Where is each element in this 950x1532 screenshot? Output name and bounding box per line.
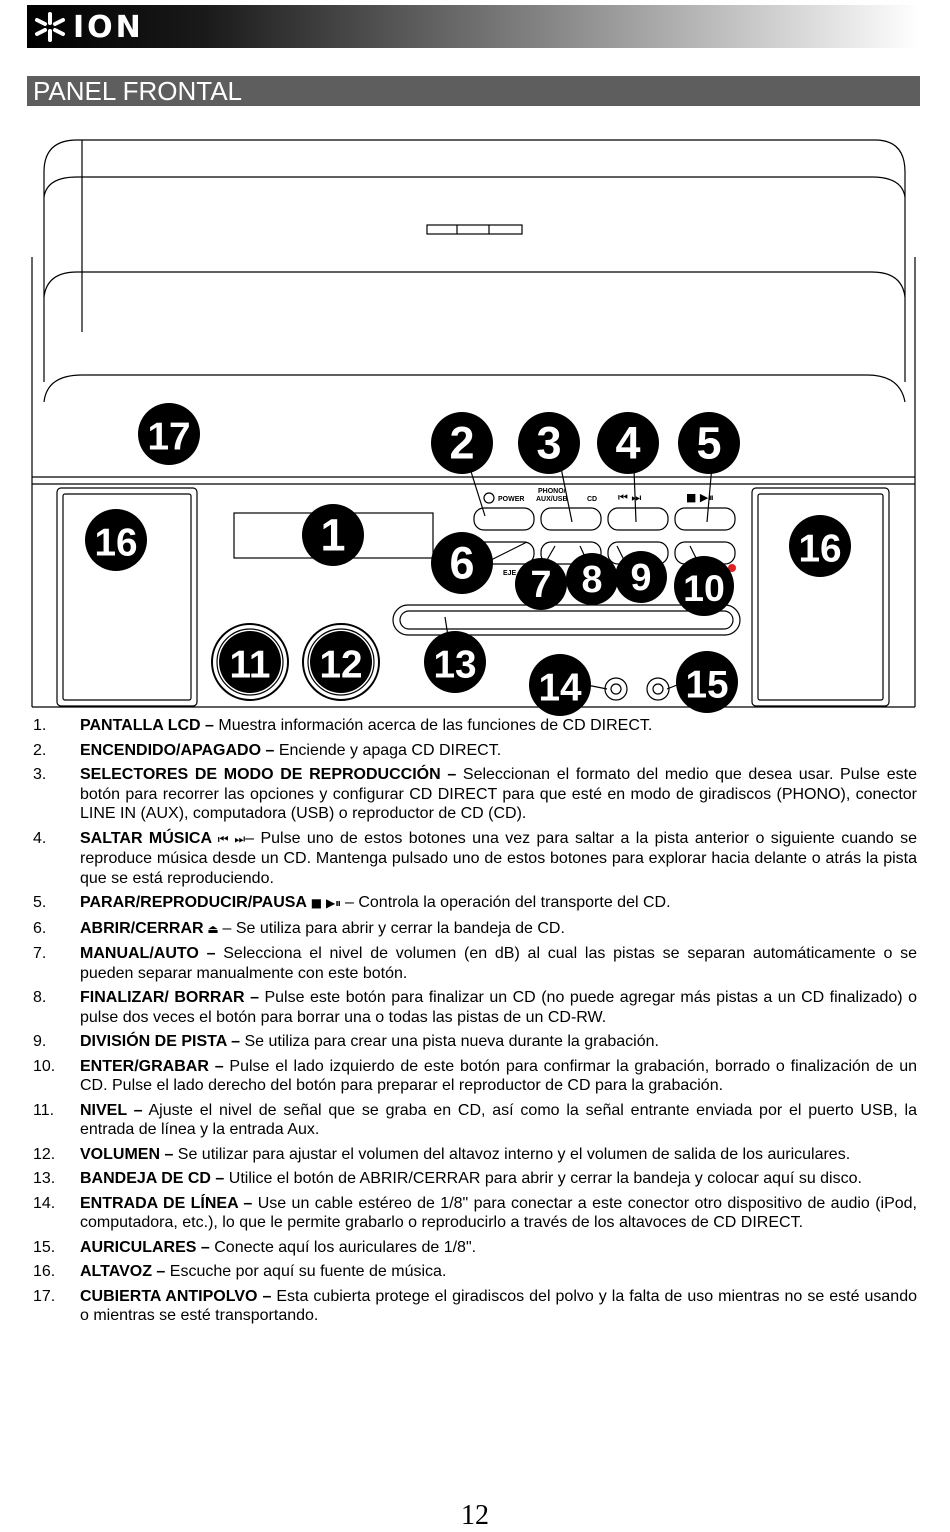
headphone-jack <box>647 678 669 700</box>
callout-number: 1 <box>320 509 346 561</box>
item-number: 6. <box>33 919 47 937</box>
item-body <box>80 1032 917 1052</box>
item-description: Pulse el lado izquierdo de este botón para confirmar la grabación, borrado o finalización de un CD. Pulse el lado derecho del botón para preparar el reproductor de CD para la grabación. <box>80 1057 918 1094</box>
item-number: 1. <box>33 717 47 734</box>
aux-usb-label: AUX/USB <box>536 496 568 503</box>
list-item <box>33 829 917 889</box>
line-in-jack <box>605 678 627 700</box>
list-item <box>33 988 917 1027</box>
item-symbol-icon: ■ ▶⏸ <box>306 896 345 910</box>
brand-logo <box>33 9 144 45</box>
item-term: ENTRADA DE LÍNEA – <box>80 1194 253 1212</box>
callout-number: 12 <box>319 643 363 687</box>
item-number: 14. <box>33 1194 56 1212</box>
item-number: 4. <box>33 829 47 847</box>
item-term: ALTAVOZ – <box>80 1263 166 1280</box>
item-number: 5. <box>33 894 47 911</box>
item-description: Utilice el botón de ABRIR/CERRAR para abrir y cerrar la bandeja y colocar aquí su disco. <box>224 1170 862 1187</box>
item-term: PARAR/REPRODUCIR/PAUSA <box>80 894 307 911</box>
item-term: AURICULARES – <box>80 1238 210 1256</box>
item-term: PANTALLA LCD – <box>80 717 214 734</box>
phono-label: PHONO/ <box>538 488 566 495</box>
item-number: 11. <box>33 1101 55 1119</box>
list-item <box>33 1287 917 1326</box>
item-term: ENTER/GRABAR – <box>80 1057 224 1075</box>
callout-number: 6 <box>449 537 475 589</box>
ion-star-icon <box>33 10 67 44</box>
dust-cover <box>44 140 905 382</box>
item-body <box>80 944 917 983</box>
lid-latch <box>427 225 522 234</box>
callout-number: 2 <box>449 417 475 469</box>
item-number: 15. <box>33 1238 56 1256</box>
callout-1 <box>302 504 364 566</box>
item-term: SELECTORES DE MODO DE REPRODUCCIÓN – <box>80 766 457 783</box>
item-description: Enciende y apaga CD DIRECT. <box>274 741 502 759</box>
item-description: Se utilizar para ajustar el volumen del altavoz interno y el volumen de salida de los auriculares. <box>173 1145 851 1163</box>
callout-5 <box>678 412 740 474</box>
item-description: Seleccionan el formato del medio que desea usar. Pulse este botón para recorrer las opciones y configurar CD DIRECT para que esté en modo de giradiscos (PHONO), conector LINE IN (AUX), computadora (USB) o reproductor de CD (CD). <box>80 766 917 822</box>
list-item <box>33 944 917 983</box>
list-item <box>33 919 917 940</box>
callout-number: 3 <box>536 417 562 469</box>
item-description: Selecciona el nivel de volumen (en dB) al cual las pistas se separan automáticamente o se pueden separar manualmente con este botón. <box>80 945 918 982</box>
item-body <box>80 716 917 736</box>
front-panel-diagram <box>27 132 920 717</box>
item-term: ABRIR/CERRAR <box>80 919 204 937</box>
item-body <box>80 1238 917 1258</box>
callout-16 <box>789 515 851 577</box>
item-body <box>80 1057 917 1096</box>
item-description: Pulse este botón para finalizar un CD (no puede agregar más pistas a un CD finalizado) o pulse dos veces el botón para borrar una o todas las pistas de un CD-RW. <box>80 989 917 1026</box>
callout-4 <box>597 412 659 474</box>
list-item <box>33 1101 917 1140</box>
callout-number: 11 <box>229 643 271 687</box>
list-item <box>33 1169 917 1189</box>
item-number: 2. <box>33 741 47 759</box>
item-body <box>80 1262 917 1282</box>
item-term: ENCENDIDO/APAGADO – <box>80 741 275 759</box>
callout-number: 4 <box>615 417 641 469</box>
callout-11 <box>219 631 281 693</box>
callout-8 <box>566 553 618 605</box>
item-body <box>80 829 917 889</box>
item-term: NIVEL – <box>80 1101 143 1119</box>
list-item <box>33 1262 917 1282</box>
item-body <box>80 1287 917 1326</box>
item-description: Escuche por aquí su fuente de música. <box>165 1263 447 1280</box>
item-description: Esta cubierta protege el giradiscos del polvo y la falta de uso mientras no se esté usando o mientras se esté transportando. <box>80 1287 917 1324</box>
item-body <box>80 1169 917 1189</box>
list-item <box>33 1032 917 1052</box>
item-description: – Controla la operación del transporte del CD. <box>345 894 671 911</box>
callout-number: 13 <box>433 643 477 687</box>
item-term: SALTAR MÚSICA <box>80 829 213 847</box>
item-body <box>80 1101 917 1140</box>
item-number: 3. <box>33 766 47 783</box>
callout-17 <box>138 403 200 465</box>
item-term: FINALIZAR/ BORRAR – <box>80 989 259 1006</box>
callout-number: 5 <box>696 417 722 469</box>
callout-16 <box>85 509 147 571</box>
item-term: MANUAL/AUTO – <box>80 945 216 962</box>
item-symbol-icon: ⏮ ⏭ <box>212 831 246 846</box>
item-body <box>80 741 917 761</box>
page-number: 12 <box>461 1500 489 1531</box>
item-description: Conecte aquí los auriculares de 1/8". <box>209 1238 477 1256</box>
item-body <box>80 919 917 940</box>
callout-6 <box>431 532 493 594</box>
callout-number: 7 <box>530 563 552 605</box>
item-number: 16. <box>33 1263 56 1280</box>
callout-number: 17 <box>147 415 191 459</box>
item-description: – Pulse uno de estos botones una vez para saltar a la pista anterior o siguiente cuando se reproduce música desde un CD. Mantenga pulsado uno de estos botones para explorar hacia delante o atrás la pista que se está reproduciendo. <box>80 829 917 887</box>
callout-7 <box>515 558 567 610</box>
item-term: VOLUMEN – <box>80 1145 174 1163</box>
item-number: 7. <box>33 945 47 962</box>
list-item <box>33 741 917 761</box>
callout-number: 8 <box>581 558 603 600</box>
list-item <box>33 1145 917 1165</box>
item-term: BANDEJA DE CD – <box>80 1170 225 1187</box>
callout-number: 10 <box>683 567 725 609</box>
callout-number: 16 <box>798 527 842 571</box>
callout-number: 15 <box>685 663 729 707</box>
item-number: 17. <box>33 1287 56 1305</box>
cd-label: CD <box>587 496 598 503</box>
item-description: Se utiliza para crear una pista nueva durante la grabación. <box>240 1033 659 1050</box>
item-term: DIVISIÓN DE PISTA – <box>80 1033 241 1050</box>
eject-label: EJE <box>503 570 517 577</box>
transport-label: ■ ▶⏸ <box>686 491 714 504</box>
callout-number: 9 <box>630 556 652 598</box>
item-description: Muestra información acerca de las funciones de CD DIRECT. <box>213 717 653 734</box>
callouts <box>85 403 851 716</box>
list-item <box>33 765 917 824</box>
header-bar <box>27 5 920 48</box>
callout-15 <box>676 651 738 713</box>
callout-12 <box>310 631 372 693</box>
list-item <box>33 893 917 914</box>
callout-10 <box>674 556 734 616</box>
callout-3 <box>518 412 580 474</box>
item-description: Use un cable estéreo de 1/8" para conectar a este conector otro dispositivo de audio (iPod, computadora, etc.), lo que le permite grabarlo o reproducirlo a través de los altavoces de CD DIRECT. <box>80 1194 918 1231</box>
item-body <box>80 1145 917 1165</box>
callout-9 <box>615 551 667 603</box>
item-number: 8. <box>33 989 47 1006</box>
section-title: PANEL FRONTAL <box>33 76 243 106</box>
item-description: – Se utiliza para abrir y cerrar la bandeja de CD. <box>222 919 565 937</box>
callout-14 <box>529 654 591 716</box>
item-list <box>33 716 917 1331</box>
item-body <box>80 893 917 914</box>
item-number: 9. <box>33 1033 47 1050</box>
callout-2 <box>431 412 493 474</box>
item-term: CUBIERTA ANTIPOLVO – <box>80 1287 272 1305</box>
item-description: Ajuste el nivel de señal que se graba en CD, así como la señal entrante enviada por el puerto USB, la entrada de línea y la entrada Aux. <box>80 1101 918 1138</box>
list-item <box>33 1194 917 1233</box>
item-body <box>80 1194 917 1233</box>
callout-number: 14 <box>538 666 582 710</box>
section-bar <box>27 76 920 106</box>
logo-text: ION <box>73 9 144 45</box>
item-symbol-icon: ⏏ <box>203 921 223 936</box>
skip-label: ⏮ ⏭ <box>618 491 642 504</box>
item-body <box>80 765 917 824</box>
callout-number: 16 <box>94 521 138 565</box>
callout-13 <box>424 631 486 693</box>
item-body <box>80 988 917 1027</box>
list-item <box>33 1057 917 1096</box>
item-number: 13. <box>33 1170 56 1187</box>
item-number: 12. <box>33 1145 56 1163</box>
list-item <box>33 716 917 736</box>
item-number: 10. <box>33 1057 56 1075</box>
power-label: POWER <box>498 496 525 503</box>
list-item <box>33 1238 917 1258</box>
